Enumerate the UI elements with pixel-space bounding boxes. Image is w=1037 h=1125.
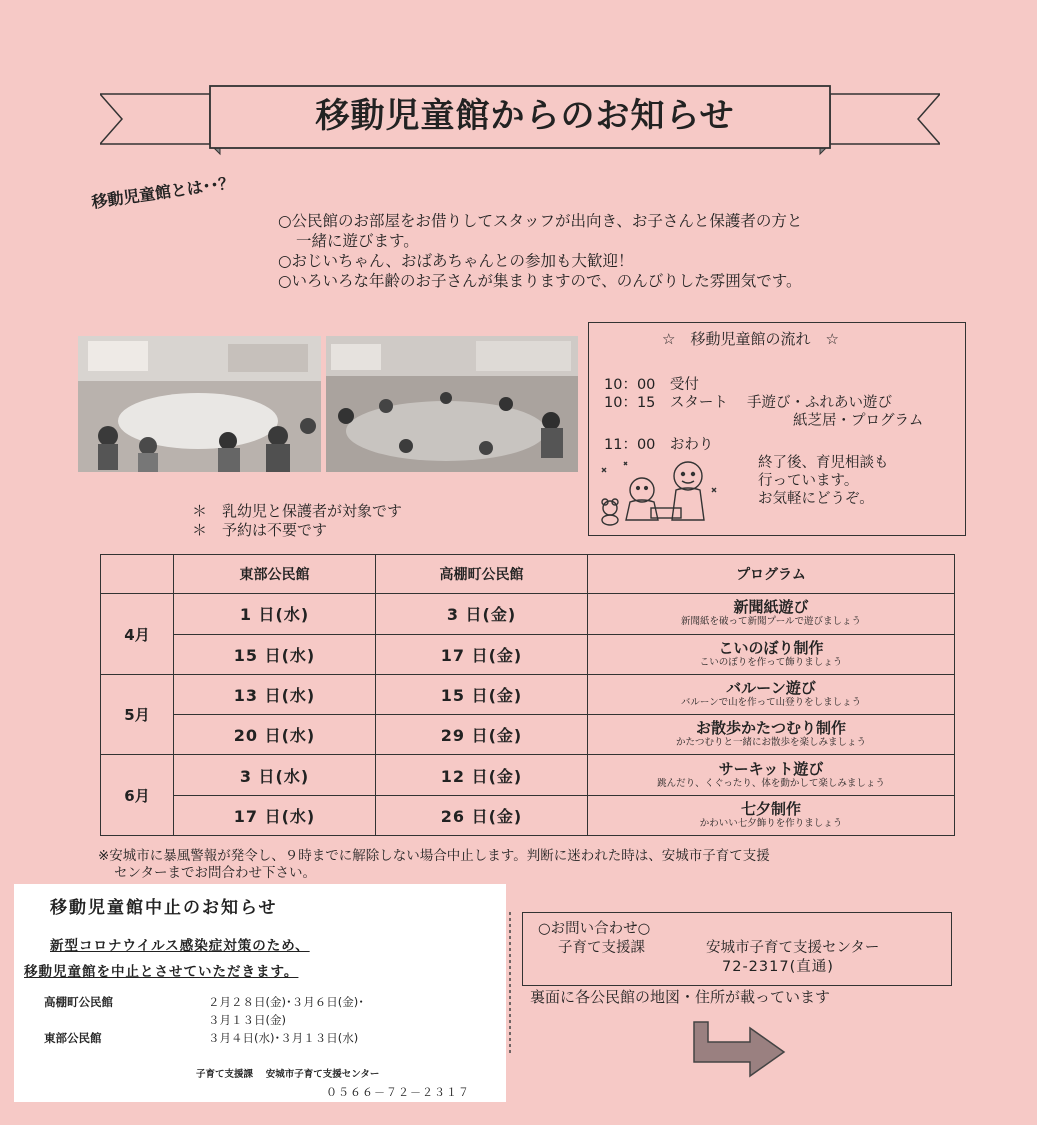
table-row <box>101 594 955 634</box>
table-row <box>101 674 955 714</box>
month-cell: 5月 <box>101 674 174 755</box>
table-row <box>101 755 955 795</box>
east-date: 15 日(水) <box>174 634 376 674</box>
program-desc: 跳んだり、くぐったり、体を動かして楽しみましょう <box>657 777 885 789</box>
storm-warning <box>98 848 978 882</box>
table-row <box>101 795 955 835</box>
contact-title: ○お問い合わせ○ <box>538 921 651 937</box>
program-cell <box>588 674 955 714</box>
flow-line: 10：15 スタート 手遊び・ふれあい遊び <box>604 395 893 411</box>
east-date: 13 日(水) <box>174 674 376 714</box>
takatana-date: 17 日(金) <box>376 634 588 674</box>
table-header: プログラム <box>588 555 955 594</box>
table-header: 東部公民館 <box>174 555 376 594</box>
program-cell <box>588 795 955 835</box>
flow-line: 10：00 受付 <box>604 377 699 393</box>
east-date: 20 日(水) <box>174 715 376 755</box>
table-header: 高棚町公民館 <box>376 555 588 594</box>
program-name: サーキット遊び <box>718 759 824 778</box>
table-header-empty <box>101 555 174 594</box>
table-row <box>101 715 955 755</box>
month-cell: 6月 <box>101 755 174 836</box>
flow-after: お気軽にどうぞ。 <box>758 491 874 507</box>
program-name: 新聞紙遊び <box>733 598 809 617</box>
program-name: バルーン遊び <box>726 678 816 697</box>
page-title: 移動児童館からのお知らせ <box>315 96 735 136</box>
intro-line: ○公民館のお部屋をお借りしてスタッフが出向き、お子さんと保護者の方と <box>278 212 803 230</box>
cancellation-statement: 移動児童館を中止とさせていただきます。 <box>24 964 299 980</box>
map-note: 裏面に各公民館の地図・住所が載っています <box>530 988 831 1006</box>
table-row <box>101 634 955 674</box>
activity-photo <box>78 336 321 472</box>
contact-dept: 子育て支援課 <box>558 940 645 956</box>
warning-line: ※安城市に暴風警報が発令し、９時までに解除しない場合中止します。判断に迷われた時は、安城市子育て支援 <box>98 848 770 864</box>
east-date: 1 日(水) <box>174 594 376 634</box>
warning-line: センターまでお問合わせ下さい。 <box>114 865 316 881</box>
month-cell: 4月 <box>101 594 174 675</box>
program-desc: 新聞紙を破って新聞プールで遊びましょう <box>680 616 862 628</box>
intro-line: ○いろいろな年齢のお子さんが集まりますので、のんびりした雰囲気です。 <box>278 272 802 290</box>
program-name: お散歩かたつむり制作 <box>695 719 846 738</box>
activity-photo <box>326 336 578 472</box>
cancel-dates: ３月４日(水)･３月１３日(水) <box>208 1031 359 1045</box>
takatana-date: 29 日(金) <box>376 715 588 755</box>
program-desc: バルーンで山を作って山登りをしましょう <box>680 696 862 708</box>
takatana-date: 3 日(金) <box>376 594 588 634</box>
program-cell <box>588 634 955 674</box>
children-illustration-icon <box>596 458 720 526</box>
intro-line: 一緒に遊びます。 <box>296 232 419 250</box>
program-desc: かわいい七夕飾りを作りましょう <box>699 817 843 829</box>
cancel-place: 東部公民館 <box>44 1031 102 1045</box>
cancel-dates: ３月１３日(金) <box>208 1013 286 1027</box>
east-date: 17 日(水) <box>174 795 376 835</box>
flow-line: 紙芝居・プログラム <box>793 413 924 429</box>
program-name: こいのぼり制作 <box>718 638 824 657</box>
program-cell <box>588 715 955 755</box>
table-header-row <box>101 555 955 594</box>
flow-after: 行っています。 <box>758 473 859 489</box>
flow-line: 11：00 おわり <box>604 437 714 453</box>
reservation-note: ＊ 予約は不要です <box>192 521 328 539</box>
schedule-table <box>100 554 955 836</box>
east-date: 3 日(水) <box>174 755 376 795</box>
cancel-place: 高棚町公民館 <box>44 995 113 1009</box>
takatana-date: 26 日(金) <box>376 795 588 835</box>
program-desc: こいのぼりを作って飾りましょう <box>699 656 843 668</box>
takatana-date: 15 日(金) <box>376 674 588 714</box>
program-desc: かたつむりと一緒にお散歩を楽しみましょう <box>675 737 866 749</box>
flow-title: ☆ 移動児童館の流れ ☆ <box>662 330 839 348</box>
cancel-phone: ０５６６－７２－２３１７ <box>326 1086 470 1099</box>
cancellation-reason: 新型コロナウイルス感染症対策のため、 <box>50 938 310 954</box>
intro-line: ○おじいちゃん、おばあちゃんとの参加も大歓迎！ <box>278 252 634 270</box>
down-right-arrow-icon <box>690 1018 790 1078</box>
contact-phone: 72-2317(直通) <box>722 959 834 975</box>
takatana-date: 12 日(金) <box>376 755 588 795</box>
program-cell <box>588 594 955 634</box>
program-name: 七夕制作 <box>740 799 801 818</box>
cancel-contact: 子育て支援課 安城市子育て支援センター <box>196 1069 380 1080</box>
dashed-divider <box>506 912 514 1056</box>
contact-center: 安城市子育て支援センター <box>706 940 880 956</box>
cancel-dates: ２月２８日(金)･３月６日(金)･ <box>208 995 364 1009</box>
target-note: ＊ 乳幼児と保護者が対象です <box>192 502 403 520</box>
flow-after: 終了後、育児相談も <box>758 455 889 471</box>
program-cell <box>588 755 955 795</box>
intro-heading: 移動児童館とは･･？ <box>90 172 236 212</box>
cancellation-title: 移動児童館中止のお知らせ <box>50 898 278 918</box>
